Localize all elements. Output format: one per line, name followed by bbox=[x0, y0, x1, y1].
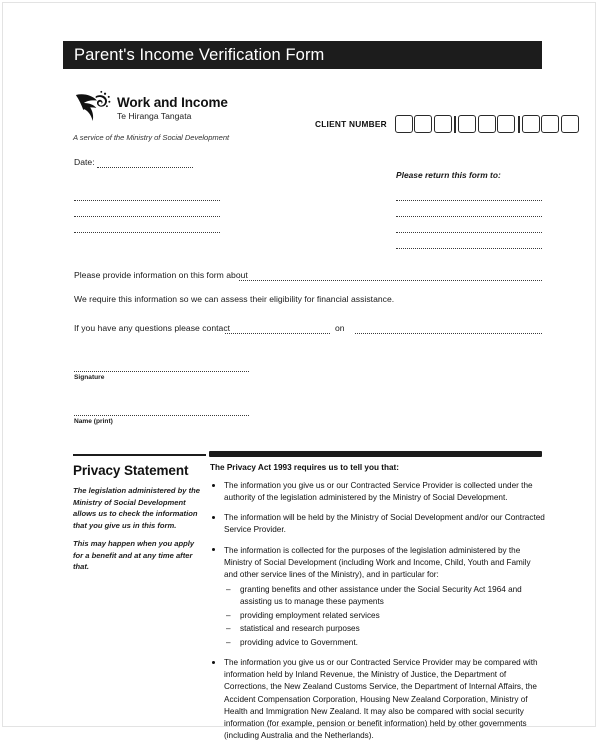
client-number-box[interactable] bbox=[414, 115, 432, 133]
questions-on-label: on bbox=[335, 323, 345, 333]
signature-label: Signature bbox=[74, 374, 105, 381]
client-number-field[interactable] bbox=[315, 115, 580, 133]
provide-info-label: Please provide information on this form about bbox=[74, 270, 248, 280]
client-number-box[interactable] bbox=[541, 115, 559, 133]
koru-bird-icon bbox=[73, 90, 111, 126]
privacy-bullet-list bbox=[210, 480, 545, 742]
privacy-sub-text: providing employment related services bbox=[240, 610, 380, 620]
client-number-boxes[interactable] bbox=[395, 115, 581, 133]
questions-contact-input-line[interactable] bbox=[225, 332, 330, 334]
questions-label: If you have any questions please contact bbox=[74, 323, 231, 333]
privacy-intro: The Privacy Act 1993 requires us to tell you that: bbox=[210, 463, 399, 472]
logo-name: Work and Income bbox=[117, 95, 228, 110]
require-info-text: We require this information so we can assess their eligibility for financial assistance. bbox=[74, 294, 395, 304]
date-input-line[interactable] bbox=[97, 166, 193, 168]
dash-marker-icon: – bbox=[226, 638, 231, 648]
privacy-sub-text: granting benefits and other assistance under the Social Security Act 1964 and assisting us to manage these payments bbox=[240, 584, 522, 607]
client-number-box[interactable] bbox=[478, 115, 496, 133]
privacy-left-rule bbox=[73, 454, 206, 456]
return-address-line-1[interactable] bbox=[396, 199, 542, 201]
page-title: Parent's Income Verification Form bbox=[74, 45, 325, 64]
questions-on-input-line[interactable] bbox=[355, 332, 542, 334]
privacy-statement-summary bbox=[73, 463, 203, 580]
form-title-bar bbox=[63, 41, 542, 69]
logo-tagline: A service of the Ministry of Social Development bbox=[73, 133, 230, 142]
client-number-box[interactable] bbox=[434, 115, 452, 133]
privacy-heading: Privacy Statement bbox=[73, 463, 189, 478]
privacy-bullet-item bbox=[210, 512, 545, 536]
bullet-dot-icon bbox=[212, 661, 215, 664]
logo-maori-name: Te Hiranga Tangata bbox=[117, 111, 192, 122]
provide-info-input-line[interactable] bbox=[239, 279, 542, 281]
privacy-bullet-text: The information you give us or our Contracted Service Provider is collected under the authority of the legislation administered by the Ministry of Social Development. bbox=[224, 481, 533, 503]
privacy-act-details bbox=[210, 463, 545, 750]
return-address-line-4[interactable] bbox=[396, 247, 542, 249]
privacy-sub-list bbox=[224, 584, 545, 649]
name-print-input-line[interactable] bbox=[74, 414, 249, 416]
privacy-sub-item bbox=[224, 584, 545, 608]
address-line-2[interactable] bbox=[74, 215, 220, 217]
privacy-sub-item bbox=[224, 623, 545, 635]
client-number-label: CLIENT NUMBER bbox=[315, 119, 387, 129]
client-number-box[interactable] bbox=[522, 115, 540, 133]
privacy-bullet-item bbox=[210, 480, 545, 504]
return-to-label: Please return this form to: bbox=[396, 170, 501, 180]
dash-marker-icon: – bbox=[226, 624, 231, 634]
dash-marker-icon: – bbox=[226, 584, 231, 594]
form-page bbox=[2, 2, 596, 741]
privacy-bullet-item bbox=[210, 545, 545, 650]
privacy-bullet-text: The information will be held by the Ministry of Social Development and/or our Contracted Service Provider. bbox=[224, 513, 545, 535]
privacy-sub-item bbox=[224, 637, 545, 649]
client-number-separator bbox=[518, 116, 520, 133]
signature-input-line[interactable] bbox=[74, 370, 249, 372]
privacy-sub-text: statistical and research purposes bbox=[240, 624, 360, 634]
address-line-3[interactable] bbox=[74, 231, 220, 233]
name-print-label: Name (print) bbox=[74, 418, 113, 425]
bullet-dot-icon bbox=[212, 548, 215, 551]
bullet-dot-icon bbox=[212, 516, 215, 519]
privacy-bullet-text: The information you give us or our Contracted Service Provider may be compared with information held by Inland Revenue, the Ministry of Justice, the Department of Corrections, the New Zealand Customs Service, the Department of Internal Affairs, the Accident Compensation Corporation, Housing New Zealand Corporation, Ministry of Health and Immigration New Zealand. It may also be compared with social security information (for example, pension or benefit information) held by other governments (including Australia and the Netherlands). bbox=[224, 658, 538, 741]
client-number-box[interactable] bbox=[395, 115, 413, 133]
client-number-separator bbox=[454, 116, 456, 133]
address-line-1[interactable] bbox=[74, 199, 220, 201]
privacy-bullet-text: The information is collected for the purposes of the legislation administered by the Ministry of Social Development (including Work and Income, Child, Youth and Family and other service lines of the Ministry), and in particular for: bbox=[224, 545, 531, 579]
client-number-box[interactable] bbox=[497, 115, 515, 133]
client-number-box[interactable] bbox=[561, 115, 579, 133]
privacy-bullet-item bbox=[210, 657, 545, 742]
agency-logo bbox=[73, 89, 303, 142]
privacy-summary-paragraph: The legislation administered by the Ministry of Social Development allows us to check the information that you give us in this form. bbox=[73, 486, 201, 530]
client-number-box[interactable] bbox=[458, 115, 476, 133]
privacy-sub-text: providing advice to Government. bbox=[240, 638, 358, 648]
return-address-line-3[interactable] bbox=[396, 231, 542, 233]
return-address-line-2[interactable] bbox=[396, 215, 542, 217]
privacy-right-rule bbox=[209, 451, 542, 457]
privacy-sub-item bbox=[224, 610, 545, 622]
dash-marker-icon: – bbox=[226, 610, 231, 620]
privacy-summary-paragraph: This may happen when you apply for a benefit and at any time after that. bbox=[73, 539, 195, 572]
bullet-dot-icon bbox=[212, 484, 215, 487]
date-label: Date: bbox=[74, 157, 95, 167]
